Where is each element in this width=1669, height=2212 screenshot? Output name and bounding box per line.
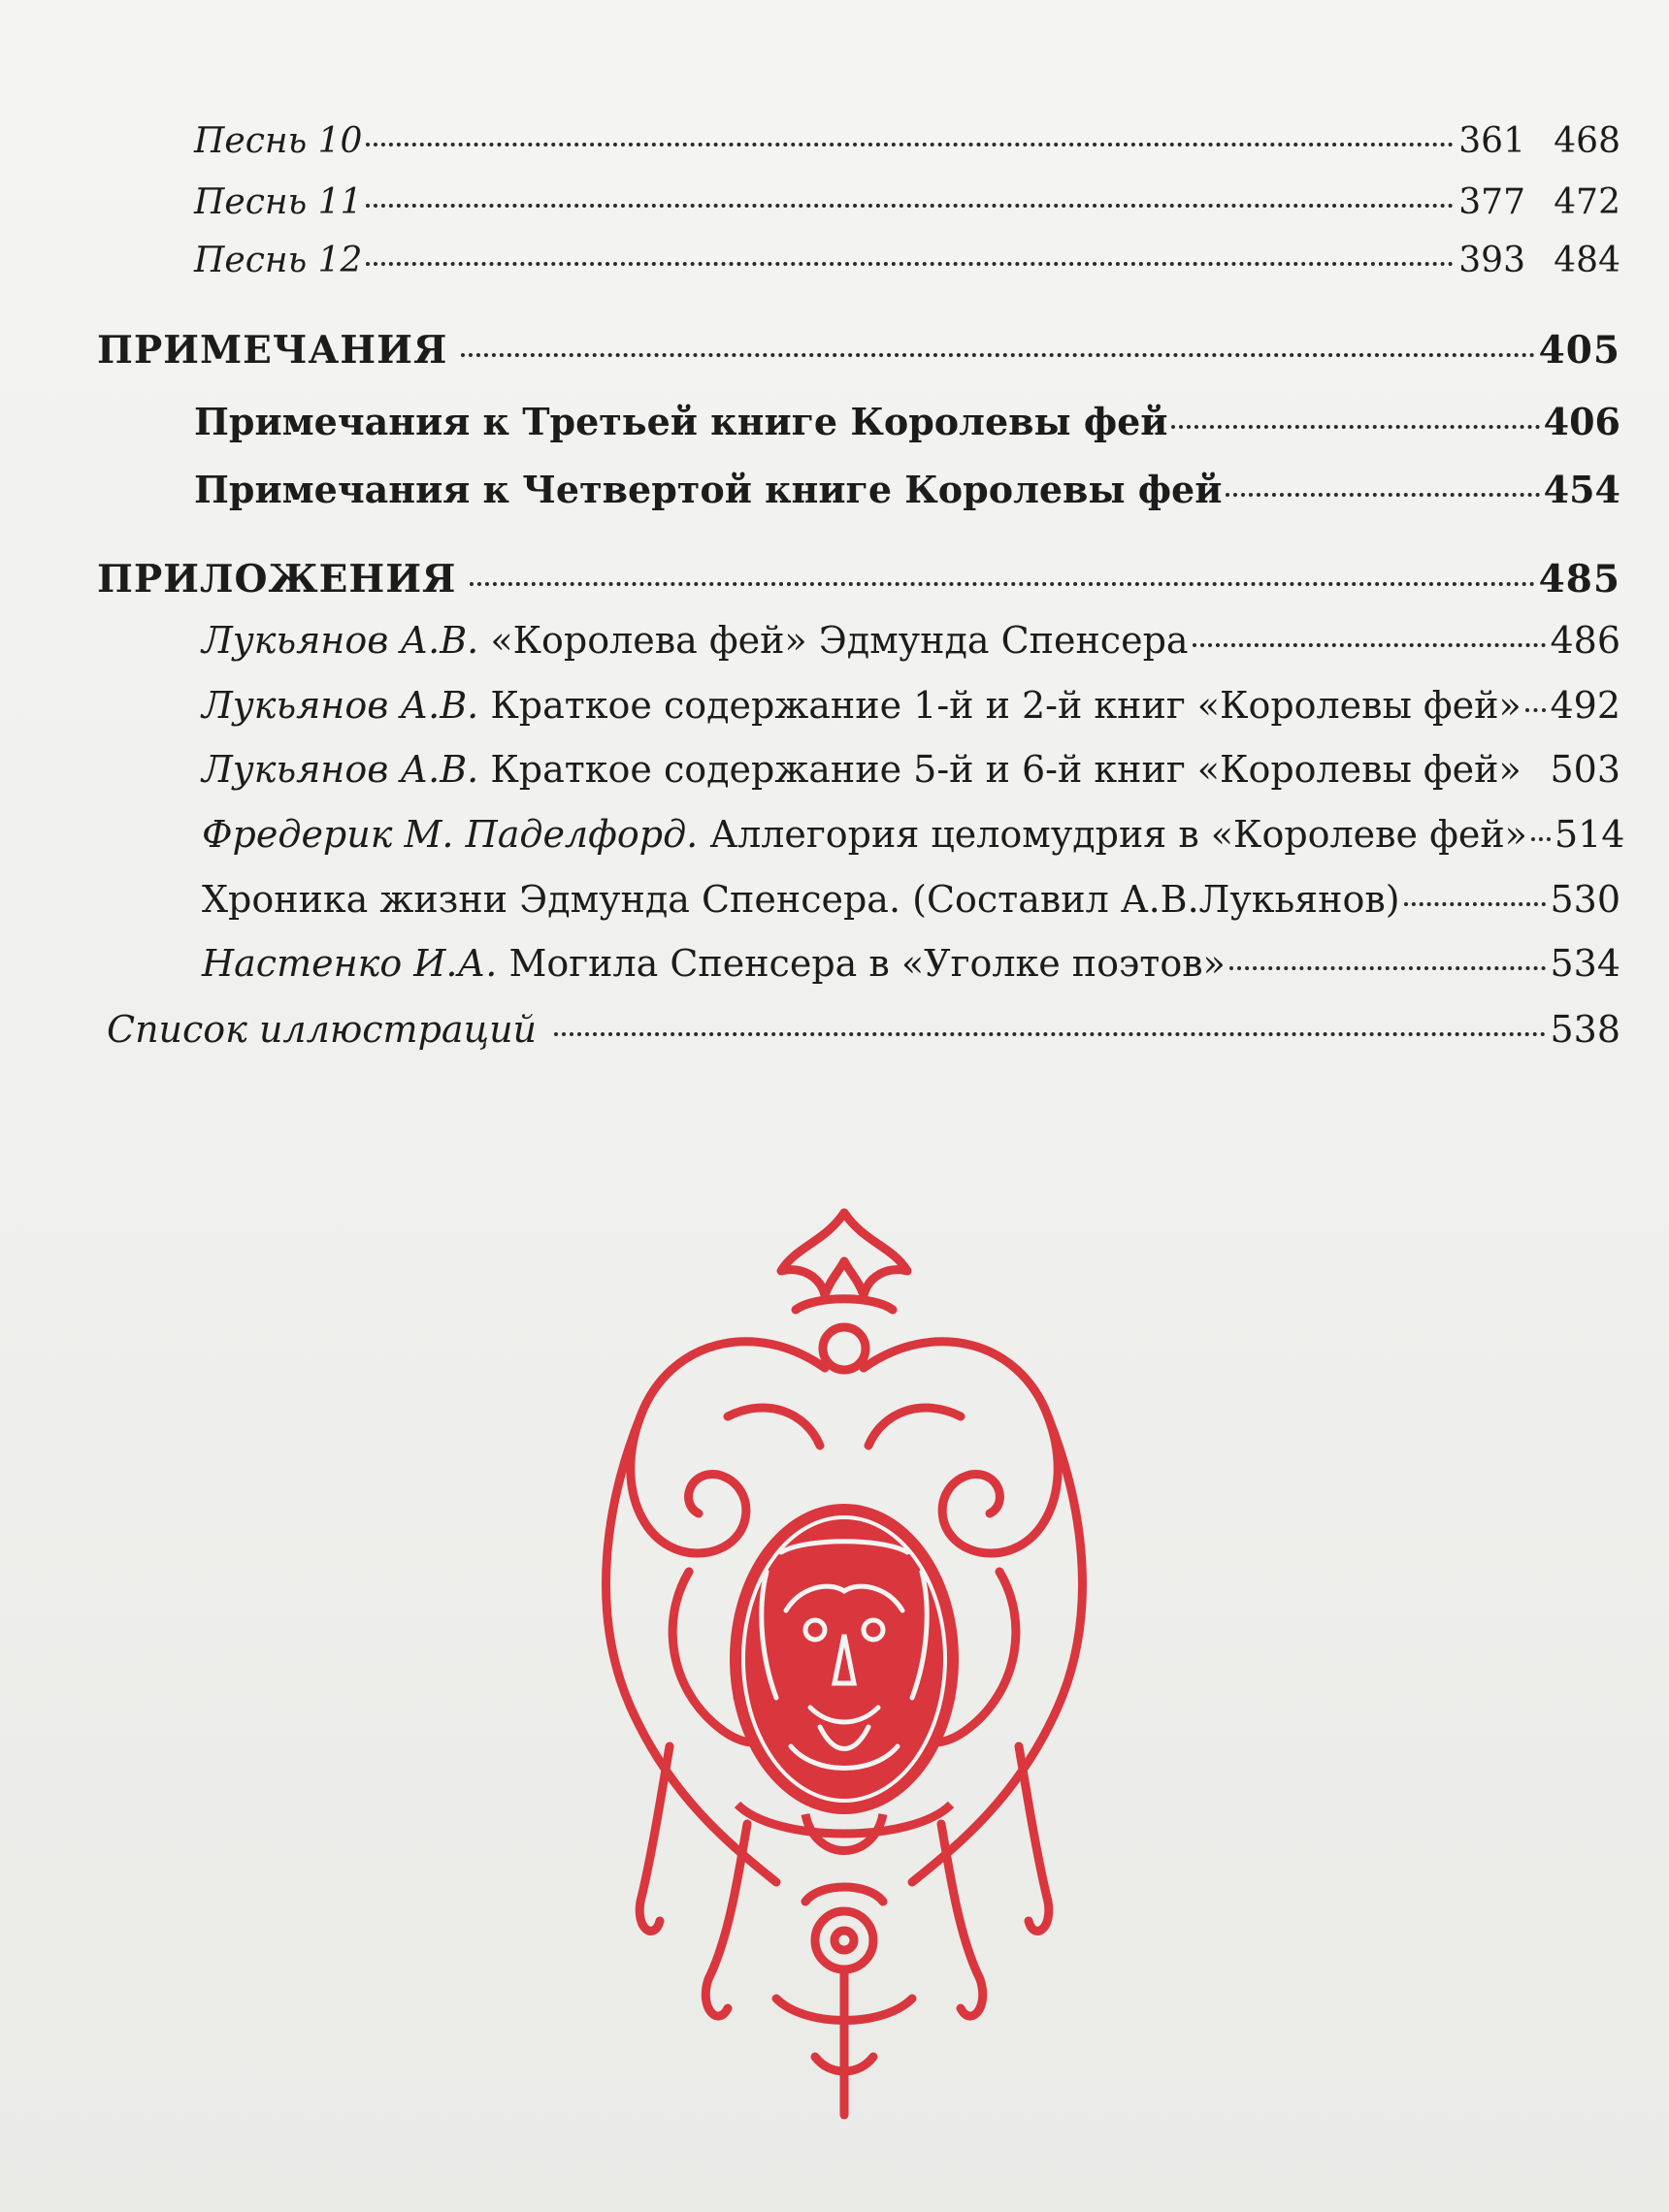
page-number: 406: [1543, 400, 1620, 443]
page-number: 514: [1554, 813, 1625, 856]
leader-dots: [1229, 966, 1547, 970]
toc-entry-illustrations[interactable]: [107, 1005, 1620, 1054]
leader-dots: [366, 143, 1454, 146]
page-number-a: 377: [1458, 182, 1525, 222]
leader-dots: [366, 204, 1454, 208]
lion-ornament-icon: [582, 1203, 1106, 2134]
toc-entry-author: Фредерик М. Паделфорд.: [202, 813, 699, 856]
page-number: 530: [1550, 878, 1620, 921]
leader-dots: [1531, 837, 1551, 841]
toc-entry-title: Краткое содержание 1-й и 2-й книг «Королевы фей»: [478, 684, 1522, 727]
toc-entry-title: «Королева фей» Эдмунда Спенсера: [478, 619, 1189, 662]
toc-entry-author: Лукьянов А.В.: [202, 748, 479, 791]
toc-entry-canto-12[interactable]: [194, 238, 1620, 284]
leader-dots: [1525, 772, 1547, 776]
toc-entry-label: Примечания к Третьей книге Королевы фей: [194, 400, 1168, 443]
toc-entry-appendix-1[interactable]: [202, 616, 1620, 665]
leader-dots: [1525, 708, 1547, 712]
toc-entry-title: Аллегория целомудрия в «Королеве фей»: [698, 813, 1527, 856]
toc-entry-canto-10[interactable]: [194, 118, 1620, 165]
page-number: 492: [1550, 684, 1620, 727]
toc-entry-label: Песнь 12: [194, 241, 363, 280]
leader-dots: [1171, 425, 1539, 429]
toc-entry-appendix-2[interactable]: [202, 681, 1620, 730]
page-number: 485: [1538, 557, 1620, 602]
toc-entry-label: Песнь 10: [194, 121, 363, 161]
page-number: 503: [1550, 748, 1620, 791]
page-number-b: 484: [1554, 241, 1620, 280]
page-number: 405: [1538, 328, 1620, 373]
leader-dots: [470, 582, 1534, 586]
toc-entry-appendix-6[interactable]: [202, 939, 1620, 988]
leader-dots: [1193, 643, 1547, 647]
toc-entry-appendix-3[interactable]: [202, 745, 1620, 794]
page-number: 538: [1550, 1008, 1620, 1051]
toc-entry-author: Лукьянов А.В.: [202, 619, 479, 662]
leader-dots: [554, 1032, 1546, 1036]
toc-entry-canto-11[interactable]: [194, 179, 1620, 226]
leader-dots: [461, 353, 1534, 357]
section-title: ПРИЛОЖЕНИЯ: [97, 557, 457, 602]
toc-section-appendices[interactable]: [97, 555, 1620, 603]
page-number-b: 472: [1554, 182, 1620, 222]
section-title: ПРИМЕЧАНИЯ: [97, 328, 448, 373]
toc-entry-author: Лукьянов А.В.: [202, 684, 479, 727]
leader-dots: [366, 262, 1454, 266]
toc-section-notes[interactable]: [97, 326, 1620, 374]
page-number: 454: [1543, 468, 1620, 511]
page-number-a: 393: [1458, 241, 1525, 280]
page-number: 534: [1550, 942, 1620, 985]
toc-entry-title: Могила Спенсера в «Уголке поэтов»: [497, 942, 1226, 985]
page-number-a: 361: [1458, 121, 1525, 161]
leader-dots: [1404, 902, 1547, 906]
toc-entry-author: Настенко И.А.: [202, 942, 498, 985]
toc-entry-label: Примечания к Четвертой книге Королевы фей: [194, 468, 1223, 511]
toc-entry-appendix-4[interactable]: [202, 810, 1625, 859]
leader-dots: [1226, 493, 1539, 497]
toc-entry-label: Песнь 11: [194, 182, 363, 222]
toc-entry-title: Хроника жизни Эдмунда Спенсера. (Составил А.В.Лукьянов): [202, 878, 1400, 921]
toc-entry-notes-book-4[interactable]: [194, 466, 1620, 514]
toc-entry-title: Краткое содержание 5-й и 6-й книг «Королевы фей»: [478, 748, 1522, 791]
page-number-b: 468: [1554, 121, 1620, 161]
page-number: 486: [1550, 619, 1620, 662]
toc-entry-label: Список иллюстраций: [107, 1008, 538, 1051]
toc-entry-appendix-5[interactable]: [202, 875, 1620, 924]
toc-entry-notes-book-3[interactable]: [194, 398, 1620, 446]
